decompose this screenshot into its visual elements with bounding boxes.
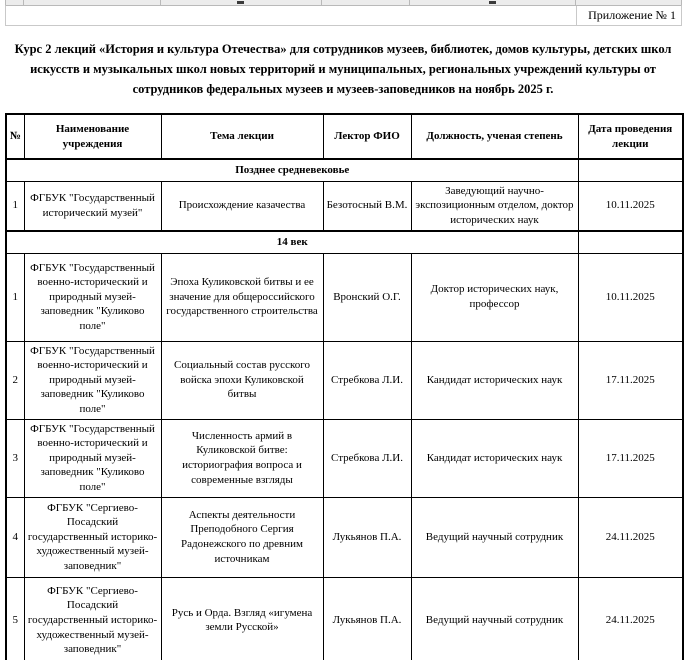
header-position: Должность, ученая степень bbox=[411, 114, 578, 159]
cell-topic: Социальный состав русского войска эпохи Куликовской битвы bbox=[161, 341, 323, 419]
cell-topic: Численность армий в Куликовской битве: историография вопроса и современные взгляды bbox=[161, 419, 323, 497]
cell-position: Кандидат исторических наук bbox=[411, 419, 578, 497]
table-header-row bbox=[6, 114, 683, 159]
cell-date: 24.11.2025 bbox=[578, 497, 683, 577]
cutoff-cell bbox=[24, 0, 161, 5]
cutoff-cell bbox=[410, 0, 577, 5]
cell-date: 10.11.2025 bbox=[578, 253, 683, 341]
cell-lecturer: Вронский О.Г. bbox=[323, 253, 411, 341]
section-empty-cell bbox=[578, 159, 683, 181]
annex-row bbox=[5, 5, 682, 26]
header-topic: Тема лекции bbox=[161, 114, 323, 159]
cutoff-cell bbox=[161, 0, 323, 5]
section-row bbox=[6, 159, 683, 181]
cell-num: 1 bbox=[6, 253, 24, 341]
cell-org: ФГБУК "Государственный исторический музей" bbox=[24, 181, 161, 231]
header-lecturer: Лектор ФИО bbox=[323, 114, 411, 159]
cell-topic: Происхождение казачества bbox=[161, 181, 323, 231]
cutoff-cell bbox=[6, 0, 24, 5]
table-row bbox=[6, 419, 683, 497]
cell-lecturer: Стребкова Л.И. bbox=[323, 341, 411, 419]
section-label: Позднее средневековье bbox=[6, 159, 578, 181]
table-row bbox=[6, 497, 683, 577]
section-row bbox=[6, 231, 683, 253]
cell-topic: Эпоха Куликовской битвы и ее значение для общероссийского государственного строительства bbox=[161, 253, 323, 341]
cell-topic: Аспекты деятельности Преподобного Сергия Радонежского по древним источникам bbox=[161, 497, 323, 577]
cell-position: Заведующий научно-экспозиционным отделом, доктор исторических наук bbox=[411, 181, 578, 231]
cell-date: 17.11.2025 bbox=[578, 341, 683, 419]
cell-date: 24.11.2025 bbox=[578, 577, 683, 660]
cutoff-cell bbox=[576, 0, 681, 5]
cell-lecturer: Лукьянов П.А. bbox=[323, 497, 411, 577]
cell-num: 5 bbox=[6, 577, 24, 660]
cell-org: ФГБУК "Государственный военно-исторический и природный музей-заповедник "Куликово поле" bbox=[24, 341, 161, 419]
cell-lecturer: Стребкова Л.И. bbox=[323, 419, 411, 497]
cell-org: ФГБУК "Государственный военно-исторический и природный музей-заповедник "Куликово поле" bbox=[24, 419, 161, 497]
cell-org: ФГБУК "Государственный военно-исторический и природный музей-заповедник "Куликово поле" bbox=[24, 253, 161, 341]
header-date: Дата проведения лекции bbox=[578, 114, 683, 159]
cell-org: ФГБУК "Сергиево-Посадский государственный историко-художественный музей-заповедник" bbox=[24, 497, 161, 577]
cell-org: ФГБУК "Сергиево-Посадский государственный историко-художественный музей-заповедник" bbox=[24, 577, 161, 660]
cell-position: Доктор исторических наук, профессор bbox=[411, 253, 578, 341]
document-title: Курс 2 лекций «История и культура Отечества» для сотрудников музеев, библиотек, домов культуры, детских школ искусств и музыкальных школ новых территорий и муниципальных, региональных учреждений культуры от сотрудников федеральных музеев и музеев-заповедников на ноябрь 2025 г. bbox=[14, 42, 672, 96]
header-org: Наименование учреждения bbox=[24, 114, 161, 159]
cell-lecturer: Лукьянов П.А. bbox=[323, 577, 411, 660]
annex-spacer bbox=[6, 6, 576, 25]
header-num: № bbox=[6, 114, 24, 159]
section-label: 14 век bbox=[6, 231, 578, 253]
cutoff-table-row bbox=[5, 0, 682, 5]
cell-position: Кандидат исторических наук bbox=[411, 341, 578, 419]
cell-date: 17.11.2025 bbox=[578, 419, 683, 497]
cell-position: Ведущий научный сотрудник bbox=[411, 577, 578, 660]
lecture-schedule-table bbox=[5, 113, 684, 660]
cell-num: 2 bbox=[6, 341, 24, 419]
previous-table-fragment bbox=[5, 0, 682, 26]
table-row bbox=[6, 181, 683, 231]
cell-lecturer: Безотосный В.М. bbox=[323, 181, 411, 231]
section-empty-cell bbox=[578, 231, 683, 253]
table-row bbox=[6, 577, 683, 660]
cell-topic: Русь и Орда. Взгляд «игумена земли Русской» bbox=[161, 577, 323, 660]
cell-num: 4 bbox=[6, 497, 24, 577]
table-row bbox=[6, 341, 683, 419]
annex-label: Приложение № 1 bbox=[576, 6, 681, 25]
cell-date: 10.11.2025 bbox=[578, 181, 683, 231]
cutoff-cell bbox=[322, 0, 410, 5]
cell-num: 1 bbox=[6, 181, 24, 231]
cell-position: Ведущий научный сотрудник bbox=[411, 497, 578, 577]
cell-num: 3 bbox=[6, 419, 24, 497]
table-row bbox=[6, 253, 683, 341]
